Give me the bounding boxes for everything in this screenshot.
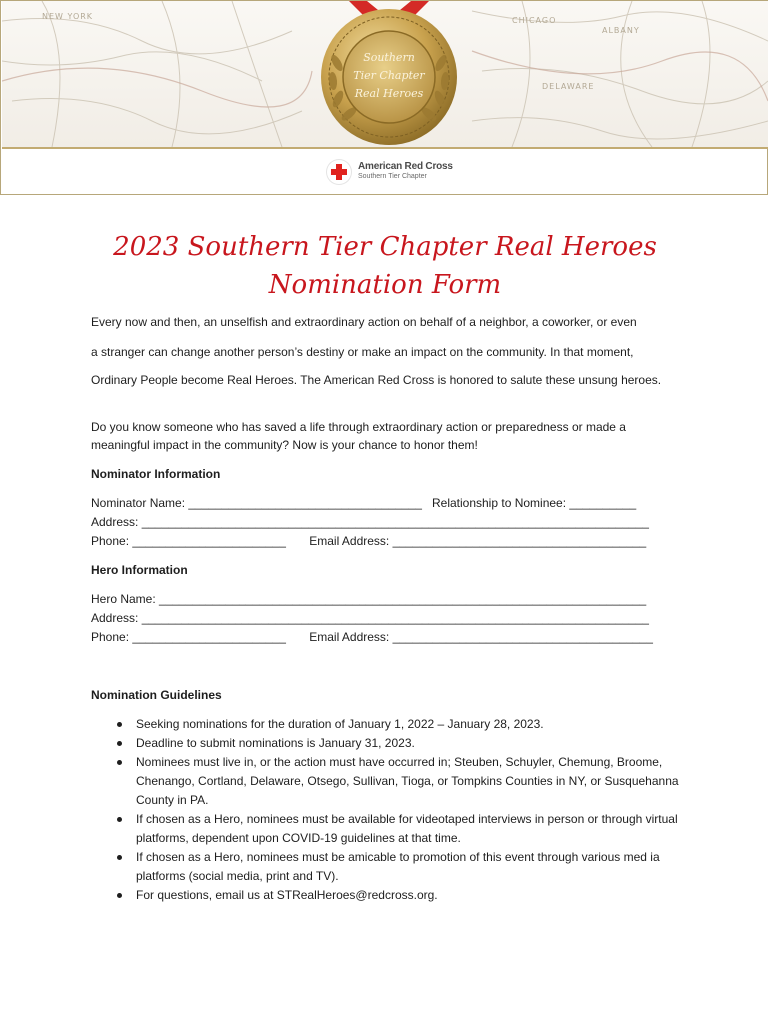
hero-heading: Hero Information: [91, 563, 188, 577]
medal-text-line: Southern: [363, 51, 415, 64]
hero-address-label: Address:: [91, 611, 139, 625]
list-item: For questions, email us at STRealHeroes@redcross.org.: [115, 886, 695, 905]
title-line: Nomination Form: [268, 270, 502, 300]
hero-name-row: [91, 590, 646, 608]
nominator-address-row: [91, 513, 649, 531]
nominator-name-label: Nominator Name:: [91, 496, 186, 510]
hero-address-row: [91, 609, 649, 627]
hero-name-label: Hero Name:: [91, 592, 156, 606]
nominator-name-field[interactable]: ___________________________________: [188, 496, 422, 510]
medal-text-line: Real Heroes: [354, 87, 424, 100]
nominator-name-row: [91, 494, 636, 512]
hero-address-field[interactable]: ____________________________________________________________________________: [141, 611, 649, 625]
intro-line: Every now and then, an unselfish and extraordinary action on behalf of a neighbor, a coworker, or even: [91, 315, 637, 329]
list-item: Seeking nominations for the duration of January 1, 2022 – January 28, 2023.: [115, 715, 695, 734]
list-item: Deadline to submit nominations is January 31, 2023.: [115, 734, 695, 753]
hero-email-label: Email Address:: [309, 630, 390, 644]
map-label: CHICAGO: [512, 16, 557, 25]
banner-divider: [2, 147, 768, 149]
nominator-email-label: Email Address:: [309, 534, 390, 548]
hero-name-field[interactable]: _________________________________________________________________________: [159, 592, 647, 606]
nominator-address-field[interactable]: ____________________________________________________________________________: [141, 515, 649, 529]
list-item: If chosen as a Hero, nominees must be amicable to promotion of this event through various med ia platforms (social media, print and TV).: [115, 848, 695, 886]
intro-line: a stranger can change another person’s destiny or make an impact on the community. In that moment,: [91, 345, 634, 359]
map-label: ALBANY: [602, 26, 640, 35]
relationship-label: Relationship to Nominee:: [431, 496, 567, 510]
guidelines-list: [115, 715, 695, 905]
hero-phone-field[interactable]: _______________________: [132, 630, 286, 644]
list-item: If chosen as a Hero, nominees must be available for videotaped interviews in person or through virtual platforms, dependent upon COVID-19 guidelines at that time.: [115, 810, 695, 848]
map-label: DELAWARE: [542, 82, 595, 91]
map-label: NEW YORK: [42, 12, 94, 21]
hero-phone-label: Phone:: [91, 630, 130, 644]
logo-subtitle: Southern Tier Chapter: [358, 173, 427, 180]
guidelines-heading: Nomination Guidelines: [91, 688, 222, 702]
medal-text-line: Tier Chapter: [353, 69, 425, 82]
page-title: [0, 228, 770, 304]
logo-name: American Red Cross: [358, 161, 453, 172]
relationship-field[interactable]: __________: [569, 496, 637, 510]
intro-question: Do you know someone who has saved a life through extraordinary action or preparedness or made a meaningful impact in the community? Now is your chance to honor them!: [91, 420, 626, 452]
american-red-cross-logo: [326, 159, 456, 185]
nominator-email-field[interactable]: ______________________________________: [392, 534, 647, 548]
nominator-phone-field[interactable]: _______________________: [132, 534, 286, 548]
nominator-heading: Nominator Information: [91, 467, 221, 481]
nominator-phone-label: Phone:: [91, 534, 130, 548]
intro-line: Ordinary People become Real Heroes. The American Red Cross is honored to salute these unsung heroes.: [91, 373, 662, 387]
title-line: 2023 Southern Tier Chapter Real Heroes: [113, 232, 657, 262]
header-banner: [0, 0, 768, 195]
hero-email-field[interactable]: _______________________________________: [392, 630, 653, 644]
hero-phone-row: [91, 628, 653, 646]
list-item: Nominees must live in, or the action must have occurred in; Steuben, Schuyler, Chemung, Broome, Chenango, Cortland, Delaware, Otsego, Sullivan, Tioga, or Tompkins Counties in NY, or Susquehanna County in PA.: [115, 753, 695, 810]
nominator-phone-row: [91, 532, 646, 550]
red-cross-icon: [326, 159, 352, 185]
nominator-address-label: Address:: [91, 515, 139, 529]
real-heroes-medal: [309, 1, 469, 149]
